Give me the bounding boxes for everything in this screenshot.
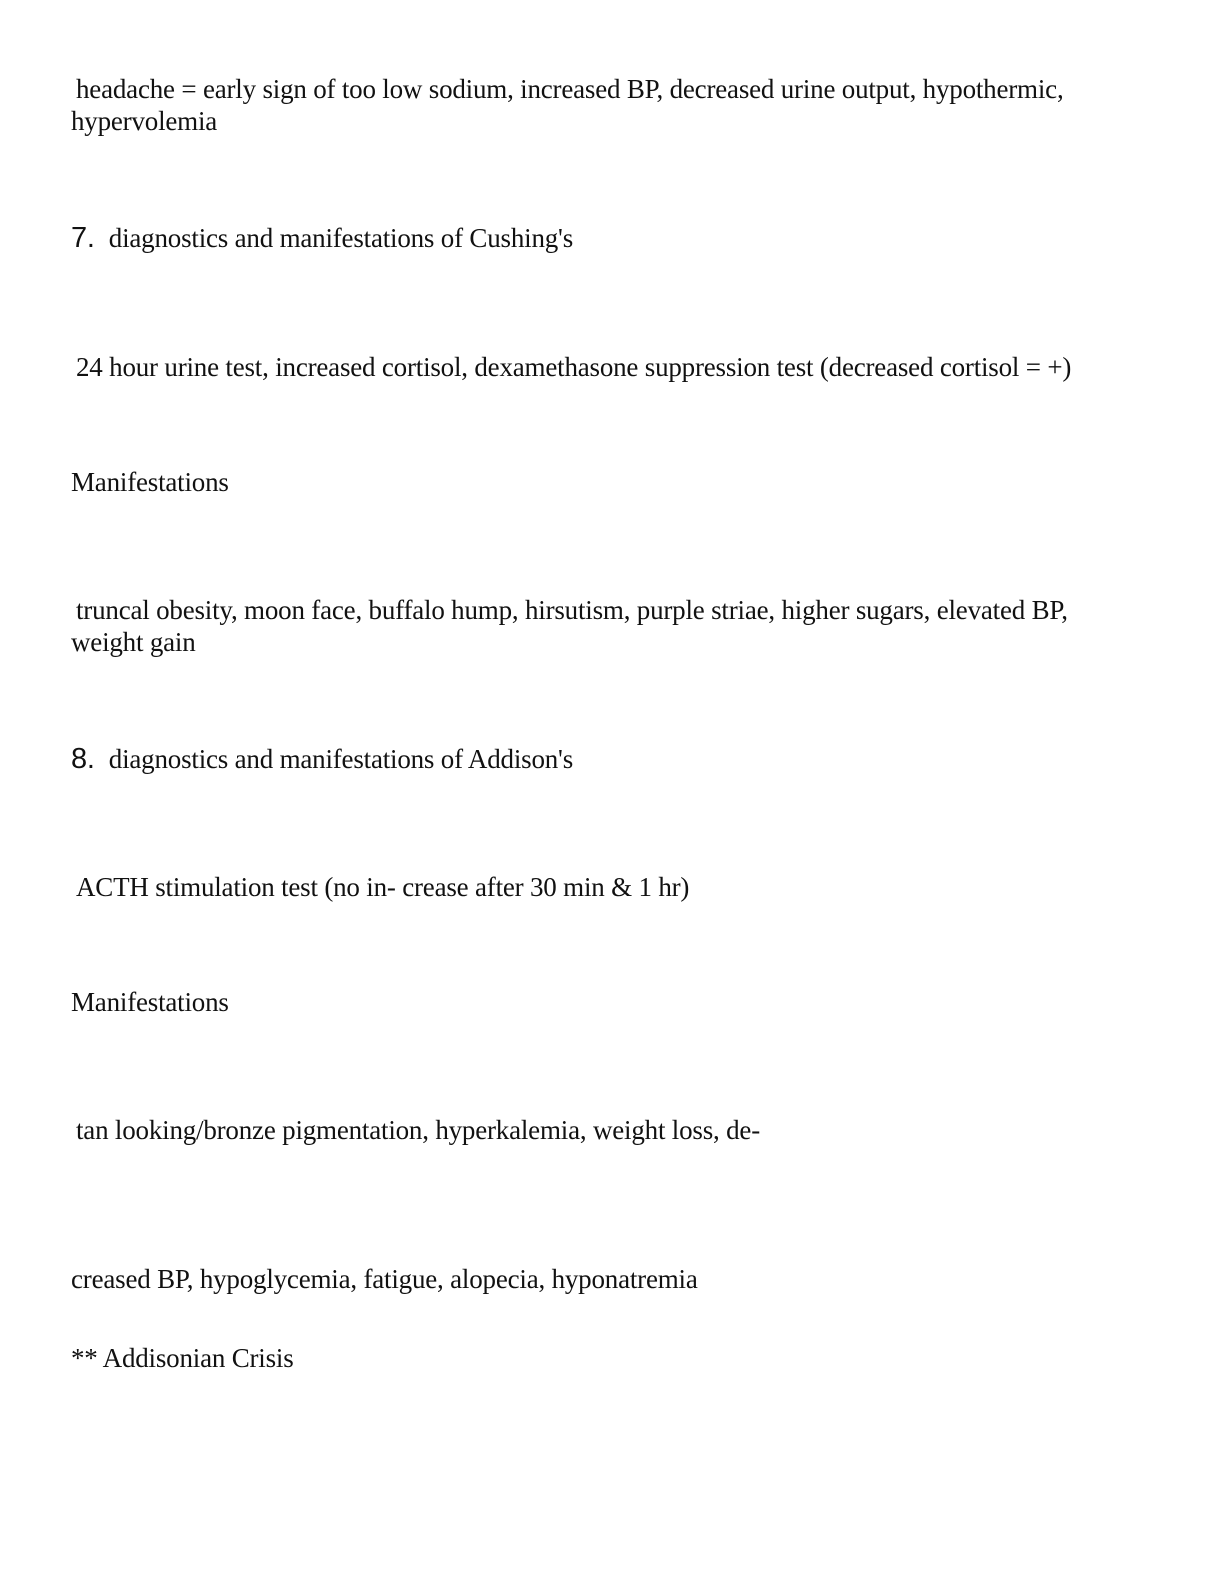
answer-6-line-1: headache = early sign of too low sodium, increased BP, decreased urine output, hypothermic,: [76, 74, 1064, 104]
question-8-text: diagnostics and manifestations of Addison's: [108, 744, 574, 774]
question-7-text: diagnostics and manifestations of Cushing's: [108, 223, 574, 253]
question-7-number: 7.: [71, 222, 95, 254]
addisonian-crisis-heading: ** Addisonian Crisis: [71, 1343, 294, 1373]
answer-7-manifestations-heading: Manifestations: [71, 467, 229, 497]
answer-6-line-2: hypervolemia: [71, 106, 218, 136]
question-7: [71, 222, 573, 254]
answer-7-manifestations-line-1: truncal obesity, moon face, buffalo hump, hirsutism, purple striae, higher sugars, elevated BP,: [76, 595, 1068, 625]
question-8: [71, 743, 573, 775]
answer-8-diagnostics: ACTH stimulation test (no in- crease after 30 min & 1 hr): [76, 872, 690, 902]
answer-8-manifestations-line-1: tan looking/bronze pigmentation, hyperkalemia, weight loss, de-: [76, 1115, 760, 1145]
answer-8-manifestations-heading: Manifestations: [71, 987, 229, 1017]
answer-7-diagnostics: 24 hour urine test, increased cortisol, dexamethasone suppression test (decreased cortisol = +): [76, 352, 1072, 382]
question-8-number: 8.: [71, 743, 95, 775]
answer-8-manifestations-line-2: creased BP, hypoglycemia, fatigue, alopecia, hyponatremia: [71, 1264, 698, 1294]
answer-7-manifestations-line-2: weight gain: [71, 627, 196, 657]
